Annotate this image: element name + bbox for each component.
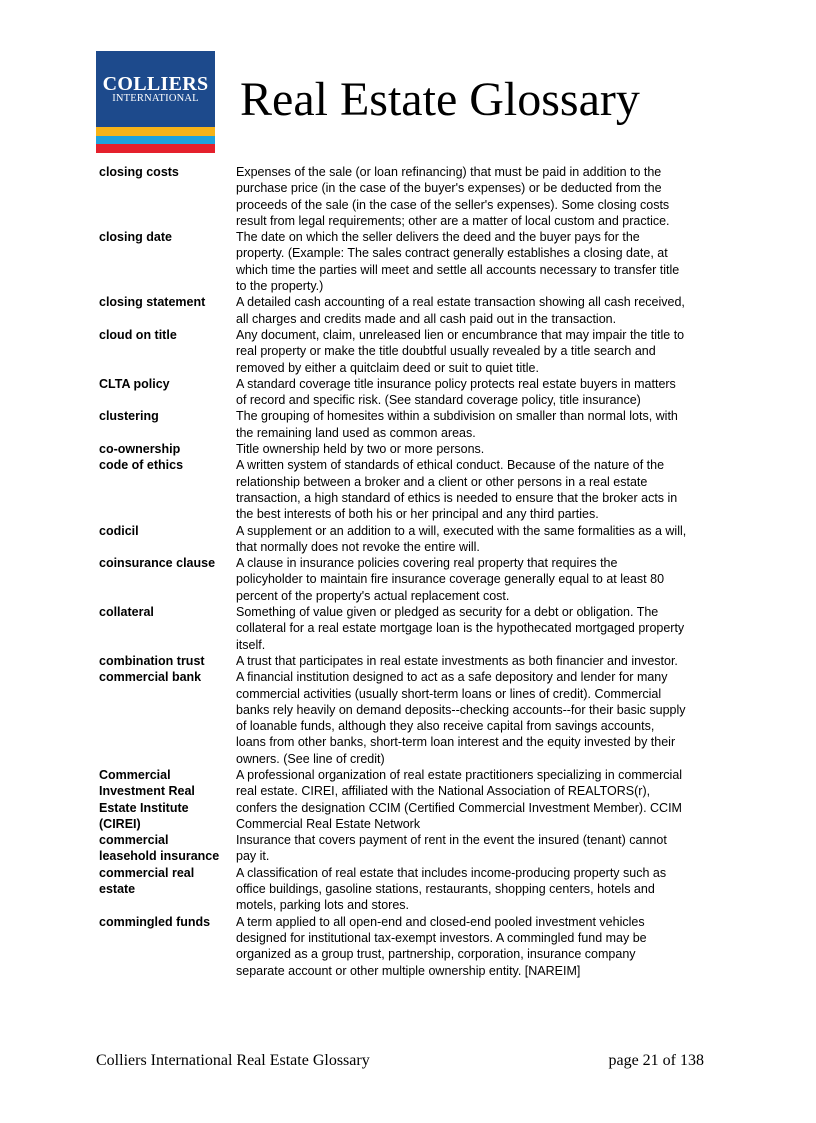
glossary-term: [99, 669, 236, 767]
definition-line: Title ownership held by two or more persons.: [236, 442, 485, 457]
glossary-definition: [236, 164, 729, 229]
term-line: closing statement: [99, 295, 206, 310]
glossary-term: [99, 767, 236, 832]
term-line: commingled funds: [99, 914, 211, 929]
term-line: Commercial: [99, 767, 171, 782]
definition-line: Expenses of the sale (or loan refinancing) that must be paid in addition to the: [236, 165, 662, 179]
logo-red-stripe: [96, 144, 215, 153]
definition-line: real property or make the title doubtful usually revealed by a title search and: [236, 344, 656, 359]
definition-line: A written system of standards of ethical conduct. Because of the nature of the: [236, 458, 665, 473]
glossary-term: [99, 408, 236, 441]
glossary-entry: [99, 327, 729, 376]
term-line: commercial real: [99, 865, 195, 880]
glossary-term: [99, 457, 236, 522]
definition-line: confers the designation CCIM (Certified Commercial Investment Member). CCIM: [236, 800, 682, 815]
definition-line: A clause in insurance policies covering real property that requires the: [236, 556, 618, 571]
term-line: estate: [99, 882, 136, 897]
glossary-entry: [99, 441, 729, 457]
definition-line: purchase price (in the case of the buyer's expenses) or be deducted from the: [236, 181, 662, 196]
term-line: code of ethics: [99, 458, 184, 473]
definition-line: The grouping of homesites within a subdivision on smaller than normal lots, with: [236, 409, 678, 424]
term-line: collateral: [99, 605, 154, 620]
term-line: cloud on title: [99, 327, 177, 342]
glossary-term: [99, 327, 236, 376]
definition-line: that normally does not revoke the entire will.: [236, 539, 480, 554]
glossary-definition: [236, 669, 729, 767]
glossary-entry: [99, 457, 729, 522]
definition-line: loans from other banks, short-term loan interest and the equity invested by their: [236, 735, 676, 750]
glossary-definition: [236, 294, 729, 327]
glossary-entry: [99, 914, 729, 979]
term-line: combination trust: [99, 653, 205, 668]
definition-line: collateral for a real estate mortgage loan is the hypothecated mortgaged property: [236, 621, 685, 636]
glossary-entry: [99, 555, 729, 604]
glossary-entry: [99, 865, 729, 914]
definition-line: to the property.): [236, 279, 324, 294]
term-line: coinsurance clause: [99, 556, 216, 571]
definition-line: property. (Example: The sales contract generally establishes a closing date, at: [236, 246, 668, 261]
glossary-definition: [236, 832, 729, 865]
glossary-definition: [236, 914, 729, 979]
glossary-definition: [236, 327, 729, 376]
logo-text-international: INTERNATIONAL: [112, 93, 199, 104]
glossary-entry: [99, 604, 729, 653]
glossary-entry: [99, 523, 729, 556]
definition-line: A detailed cash accounting of a real estate transaction showing all cash received,: [236, 295, 685, 310]
definition-line: real estate. CIREI, affiliated with the National Association of REALTORS(r),: [236, 784, 651, 799]
glossary-term: [99, 523, 236, 556]
glossary-definition: [236, 441, 729, 457]
logo-cyan-stripe: [96, 136, 215, 144]
definition-line: Insurance that covers payment of rent in the event the insured (tenant) cannot: [236, 833, 667, 848]
definition-line: removed by either a quitclaim deed or suit to quiet title.: [236, 360, 539, 375]
definition-line: A term applied to all open-end and closed-end pooled investment vehicles: [236, 914, 645, 929]
term-line: Investment Real: [99, 784, 195, 799]
definition-line: percent of the property's actual replacement cost.: [236, 588, 510, 603]
definition-line: office buildings, gasoline stations, restaurants, shopping centers, hotels and: [236, 882, 655, 897]
definition-line: transaction, a high standard of ethics is needed to ensure that the broker acts in: [236, 490, 678, 505]
glossary-entry: [99, 653, 729, 669]
glossary-definition: [236, 767, 729, 832]
term-line: codicil: [99, 523, 139, 538]
definition-line: A classification of real estate that includes income-producing property such as: [236, 865, 667, 880]
glossary-entry: [99, 767, 729, 832]
logo-text-colliers: COLLIERS: [102, 73, 209, 95]
footer-page-number: page 21 of 138: [608, 1052, 704, 1069]
term-line: (CIREI): [99, 816, 141, 831]
page-title: Real Estate Glossary: [240, 73, 640, 126]
glossary-definition: [236, 523, 729, 556]
definition-line: result from legal requirements; other are a matter of local custom and practice.: [236, 213, 670, 228]
definition-line: banks rely heavily on demand deposits--checking accounts--for their basic supply: [236, 702, 686, 717]
glossary-term: [99, 653, 236, 669]
glossary-definition: [236, 604, 729, 653]
definition-line: A supplement or an addition to a will, executed with the same formalities as a will,: [236, 523, 687, 538]
definition-line: motels, parking lots and stores.: [236, 898, 409, 913]
glossary-entry: [99, 832, 729, 865]
glossary-term: [99, 441, 236, 457]
definition-line: designed for institutional tax-exempt investors. A commingled fund may be: [236, 930, 647, 945]
definition-line: A standard coverage title insurance policy protects real estate buyers in matters: [236, 376, 676, 391]
term-line: co-ownership: [99, 442, 181, 457]
definition-line: A trust that participates in real estate investments as both financier and investor.: [236, 653, 678, 668]
glossary-term: [99, 376, 236, 409]
definition-line: pay it.: [236, 849, 270, 864]
glossary-definition: [236, 865, 729, 914]
term-line: leasehold insurance: [99, 849, 220, 864]
glossary-entry: [99, 229, 729, 294]
definition-line: separate account or other multiple ownership entity. [NAREIM]: [236, 963, 581, 978]
term-line: clustering: [99, 409, 159, 424]
term-line: Estate Institute: [99, 800, 189, 815]
glossary-entry: [99, 408, 729, 441]
definition-line: all charges and credits made and all cash paid out in the transaction.: [236, 311, 617, 326]
glossary-term: [99, 865, 236, 914]
term-line: closing date: [99, 230, 172, 245]
definition-line: A professional organization of real estate practitioners specializing in commercial: [236, 767, 683, 782]
definition-line: policyholder to maintain fire insurance coverage generally equal to at least 80: [236, 572, 665, 587]
definition-line: The date on which the seller delivers the deed and the buyer pays for the: [236, 230, 640, 245]
logo-yellow-stripe: [96, 127, 215, 136]
glossary-term: [99, 229, 236, 294]
term-line: CLTA policy: [99, 376, 170, 391]
definition-line: Something of value given or pledged as security for a debt or obligation. The: [236, 605, 659, 620]
glossary-definition: [236, 408, 729, 441]
glossary-entry: [99, 376, 729, 409]
glossary-term: [99, 604, 236, 653]
glossary-definition: [236, 653, 729, 669]
glossary-entry: [99, 669, 729, 767]
term-line: closing costs: [99, 165, 179, 179]
glossary-definition: [236, 376, 729, 409]
glossary-entry: [99, 164, 729, 229]
glossary-term: [99, 555, 236, 604]
definition-line: commercial activities (usually short-term loans or lines of credit). Commercial: [236, 686, 662, 701]
glossary-definition: [236, 555, 729, 604]
definition-line: A financial institution designed to act as a safe depository and lender for many: [236, 670, 668, 685]
glossary-term: [99, 294, 236, 327]
definition-line: of record and specific risk. (See standard coverage policy, title insurance): [236, 393, 641, 408]
colliers-logo: [96, 51, 215, 153]
definition-line: of loanable funds, although they also receive capital from savings accounts,: [236, 719, 655, 734]
definition-line: the remaining land used as common areas.: [236, 425, 476, 440]
footer-document-title: Colliers International Real Estate Glossary: [96, 1052, 370, 1069]
definition-line: owners. (See line of credit): [236, 751, 385, 766]
term-line: commercial: [99, 833, 169, 848]
definition-line: which time the parties will meet and settle all accounts necessary to transfer title: [236, 262, 680, 277]
glossary-term: [99, 832, 236, 865]
definition-line: itself.: [236, 637, 266, 652]
definition-line: Commercial Real Estate Network: [236, 816, 421, 831]
glossary-entry: [99, 294, 729, 327]
definition-line: the best interests of both his or her principal and any third parties.: [236, 507, 599, 522]
glossary-definition: [236, 229, 729, 294]
definition-line: proceeds of the sale (in the case of the seller's expenses). Some closing costs: [236, 197, 670, 212]
glossary-term: [99, 164, 236, 229]
definition-line: organized as a group trust, partnership, corporation, insurance company: [236, 947, 636, 962]
definition-line: Any document, claim, unreleased lien or encumbrance that may impair the title to: [236, 327, 685, 342]
glossary-list: [99, 164, 729, 979]
term-line: commercial bank: [99, 670, 202, 685]
glossary-definition: [236, 457, 729, 522]
definition-line: relationship between a broker and a client or other persons in a real estate: [236, 474, 648, 489]
glossary-term: [99, 914, 236, 979]
